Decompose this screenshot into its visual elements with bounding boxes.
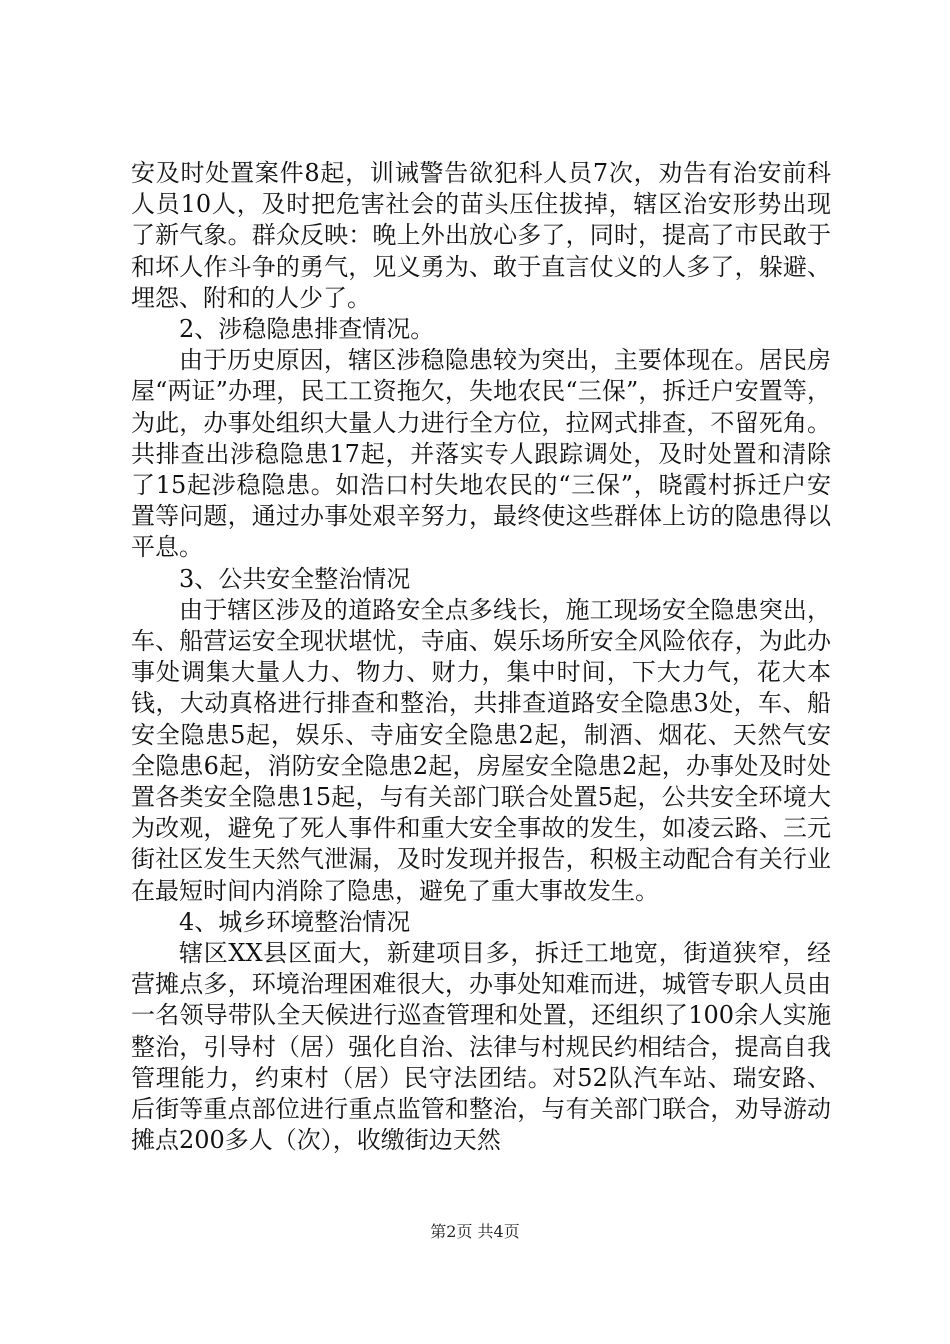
paragraph-public-safety-rectification: 由于辖区涉及的道路安全点多线长，施工现场安全隐患突出，车、船营运安全现状堪忧，寺庙、娱乐场所安全风险依存，为此办事处调集大量人力、物力、财力，集中时间，下大力气，花大本钱，大动真格进行排查和整治，共排查道路安全隐患3处，车、船安全隐患5起，娱乐、寺庙安全隐患2起，制酒、烟花、天然气安全隐患6起，消防安全隐患2起，房屋安全隐患2起，办事处及时处置各类安全隐患15起，与有关部门联合处置5起，公共安全环境大为改观，避免了死人事件和重大安全事故的发生，如凌云路、三元街社区发生天然气泄漏，及时发现并报告，积极主动配合有关行业在最短时间内消除了隐患，避免了重大事故发生。: [131, 595, 831, 905]
paragraph-public-security-continuation: 安及时处置案件8起，训诫警告欲犯科人员7次，劝告有治安前科人员10人，及时把危害社会的苗头压住拔掉，辖区治安形势出现了新气象。群众反映：晚上外出放心多了，同时，提高了市民敢于和坏人作斗争的勇气，见义勇为、敢于直言仗义的人多了，躲避、埋怨、附和的人少了。: [131, 159, 831, 312]
paragraph-stability-risk-check: 由于历史原因，辖区涉稳隐患较为突出，主要体现在。居民房屋“两证”办理，民工工资拖欠，失地农民“三保”，拆迁户安置等，为此，办事处组织大量人力进行全方位，拉网式排查，不留死角。共排查出涉稳隐患17起，并落实专人跟踪调处，及时处置和清除了15起涉稳隐患。如浩口村失地农民的“三保”，晓霞村拆迁户安置等问题，通过办事处艰辛努力，最终使这些群体上访的隐患得以平息。: [131, 346, 831, 562]
document-body: [131, 158, 831, 1157]
paragraph-urban-rural-environment: 辖区XX县区面大，新建项目多，拆迁工地宽，街道狭窄，经营摊点多，环境治理困难很大，办事处知难而进，城管专职人员由一名领导带队全天候进行巡查管理和处置，还组织了100余人实施整治，引导村（居）强化自治、法律与村规民约相结合，提高自我管理能力，约束村（居）民守法团结。对52队汽车站、瑞安路、后街等重点部位进行重点监管和整治，与有关部门联合，劝导游动摊点200多人（次），收缴街边天然: [131, 939, 831, 1155]
heading-urban-rural-environment: 4、城乡环境整治情况: [179, 907, 411, 936]
heading-stability-risk-check: 2、涉稳隐患排查情况。: [179, 315, 435, 344]
page-number-footer: 第2页 共4页: [430, 1222, 520, 1241]
heading-public-safety-rectification: 3、公共安全整治情况: [179, 564, 411, 593]
